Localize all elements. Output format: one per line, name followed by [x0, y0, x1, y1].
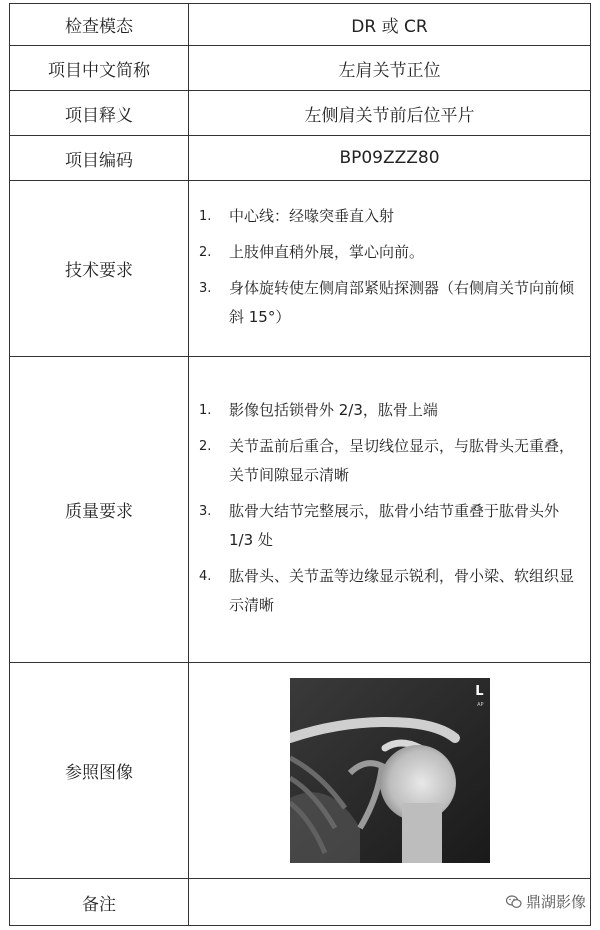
- list-item: [199, 497, 582, 555]
- item-number: 3.: [199, 280, 212, 296]
- label-cn-name: 项目中文简称: [10, 46, 189, 91]
- item-number: 1.: [199, 208, 212, 224]
- label-modality: 检查模态: [10, 4, 189, 46]
- watermark-text: 鼎湖影像: [525, 893, 586, 911]
- label-meaning: 项目释义: [10, 91, 189, 136]
- reference-image-cell: [189, 663, 591, 879]
- list-item: [199, 396, 582, 425]
- item-number: 3.: [199, 503, 212, 519]
- row-reference: [10, 663, 591, 879]
- label-reference: 参照图像: [10, 663, 189, 879]
- wechat-icon: [506, 895, 522, 909]
- item-number: 1.: [199, 402, 212, 418]
- row-code: [10, 136, 591, 181]
- label-quality: 质量要求: [10, 357, 189, 663]
- value-cn-name: 左肩关节正位: [189, 46, 591, 91]
- item-text: 中心线：经喙突垂直入射: [229, 206, 395, 225]
- shoulder-xray-image: [290, 678, 490, 863]
- row-technical: [10, 181, 591, 357]
- item-number: 2.: [199, 244, 212, 260]
- side-marker: L: [475, 684, 484, 699]
- value-meaning: 左侧肩关节前后位平片: [189, 91, 591, 136]
- item-text: 上肢伸直稍外展，掌心向前。: [229, 242, 425, 261]
- item-text: 肱骨头、关节盂等边缘显示锐利，骨小梁、软组织显示清晰: [229, 566, 575, 614]
- technical-requirements: [189, 181, 591, 357]
- row-modality: [10, 4, 591, 46]
- watermark: [506, 891, 586, 912]
- list-item: [199, 238, 582, 267]
- quality-requirements: [189, 357, 591, 663]
- value-modality: DR 或 CR: [189, 4, 591, 46]
- row-cn-name: [10, 46, 591, 91]
- list-item: [199, 562, 582, 620]
- exam-spec-table: [9, 3, 591, 926]
- item-text: 关节盂前后重合，呈切线位显示，与肱骨头无重叠，关节间隙显示清晰: [229, 436, 575, 484]
- item-text: 肱骨大结节完整展示，肱骨小结节重叠于肱骨头外 1/3 处: [229, 501, 560, 549]
- row-quality: [10, 357, 591, 663]
- list-item: [199, 274, 582, 332]
- row-meaning: [10, 91, 591, 136]
- list-item: [199, 432, 582, 490]
- label-notes: 备注: [10, 879, 189, 926]
- item-number: 2.: [199, 438, 212, 454]
- label-technical: 技术要求: [10, 181, 189, 357]
- item-text: 影像包括锁骨外 2/3，肱骨上端: [229, 400, 438, 419]
- item-number: 4.: [199, 568, 212, 584]
- item-text: 身体旋转使左侧肩部紧贴探测器（右侧肩关节向前倾斜 15°）: [229, 278, 575, 326]
- list-item: [199, 202, 582, 231]
- value-code: BP09ZZZ80: [189, 136, 591, 181]
- row-notes: [10, 879, 591, 926]
- projection-marker: AP: [477, 702, 484, 708]
- label-code: 项目编码: [10, 136, 189, 181]
